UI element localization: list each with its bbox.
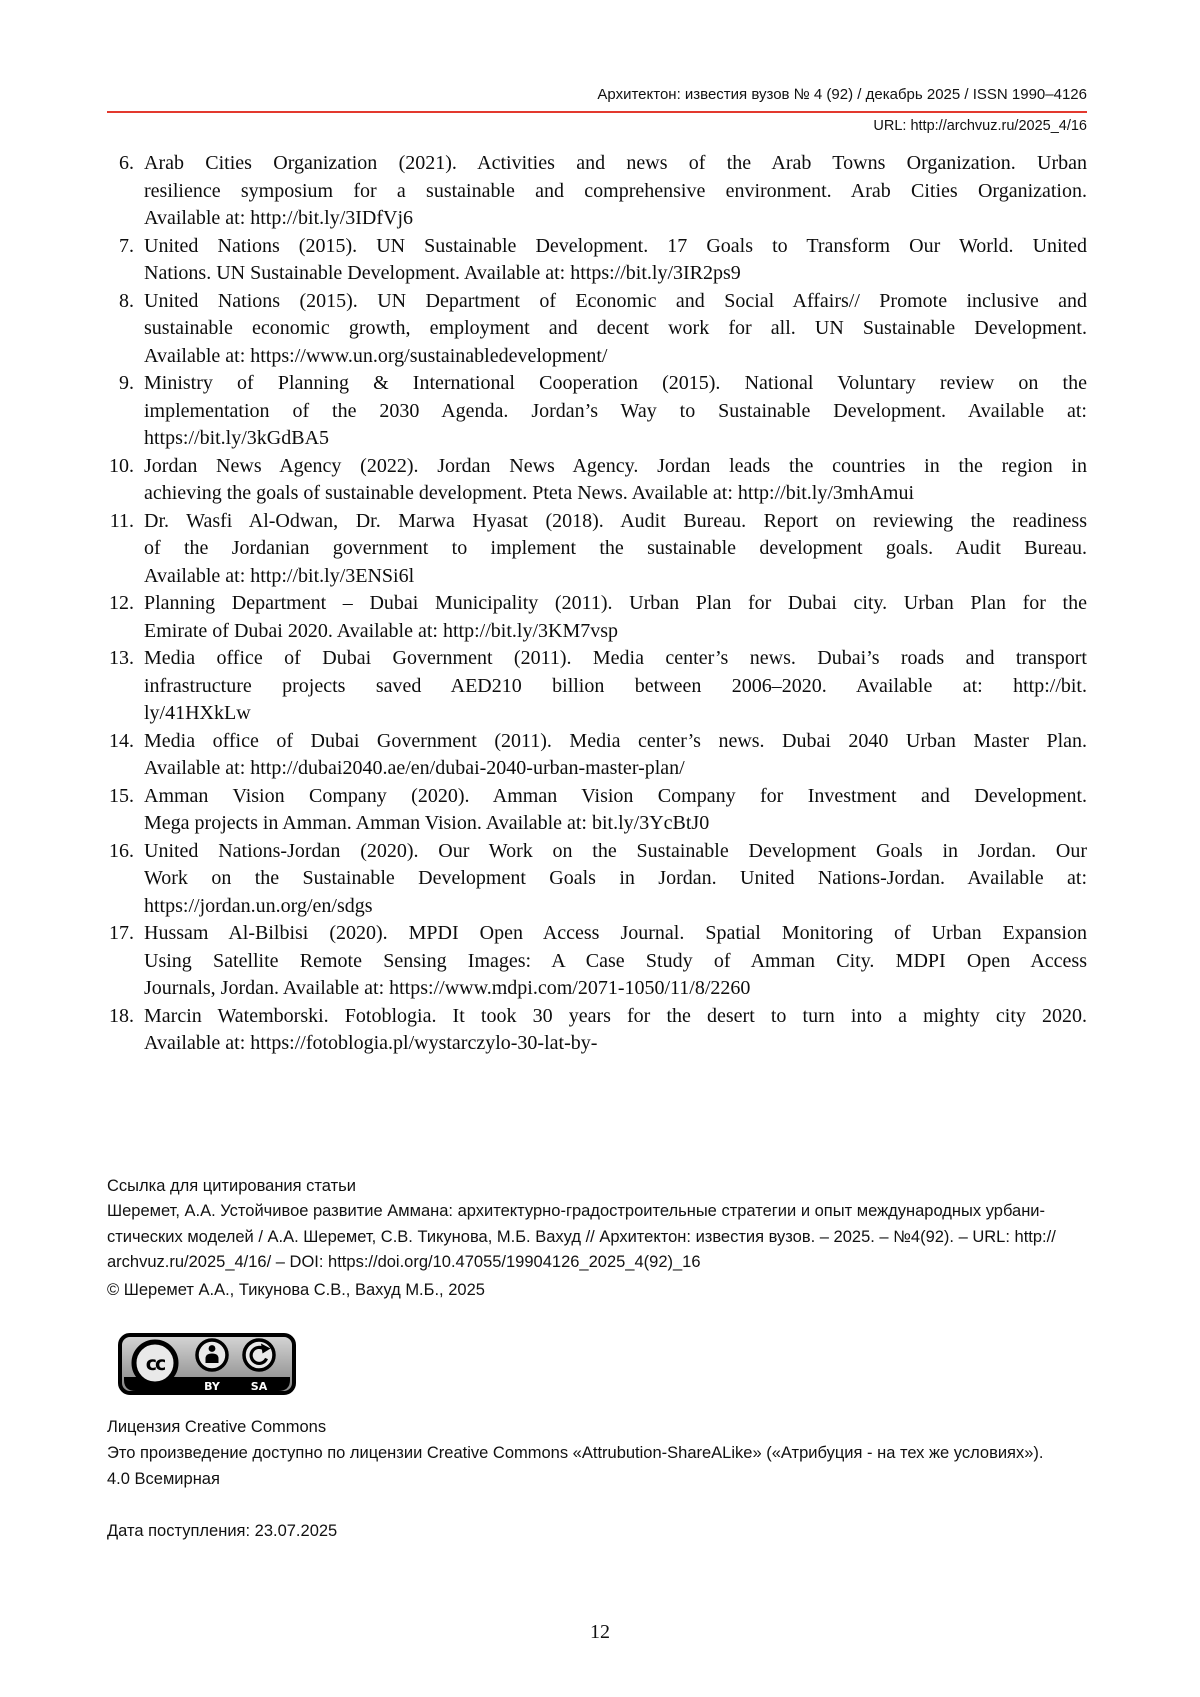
reference-text-line: Emirate of Dubai 2020. Available at: http://bit.ly/3KM7vsp: [144, 619, 619, 642]
reference-item: [107, 645, 1087, 728]
reference-item: [107, 920, 1087, 1003]
reference-text-line: implementation of the 2030 Agenda. Jordan’s Way to Sustainable Development. Available at:: [144, 399, 1087, 422]
by-label: BY: [204, 1380, 220, 1393]
reference-number: 9.: [119, 372, 134, 394]
license-title: Лицензия Creative Commons: [107, 1418, 327, 1436]
reference-text-line: Work on the Sustainable Development Goals in Jordan. United Nations-Jordan. Available at:: [144, 867, 1087, 889]
reference-text-line: resilience symposium for a sustainable and comprehensive environment. Arab Cities Organization.: [144, 179, 1087, 202]
reference-number: 15.: [109, 784, 134, 807]
reference-text-line: Available at: https://fotoblogia.pl/wystarczylo-30-lat-by-: [144, 1032, 598, 1054]
reference-item: [107, 783, 1087, 838]
reference-item: [107, 838, 1087, 921]
copyright-line: © Шеремет А.А., Тикунова С.В., Вахуд М.Б., 2025: [107, 1281, 485, 1299]
reference-text-line: Amman Vision Company (2020). Amman Vision Company for Investment and Development.: [144, 784, 1087, 807]
cc-icon: [134, 1342, 176, 1384]
reference-item: [107, 728, 1087, 783]
citation-block: [107, 1174, 1127, 1275]
text-line: 4.0 Всемирная: [107, 1470, 220, 1488]
page-number: 12: [590, 1621, 610, 1643]
reference-item: [107, 453, 1087, 508]
by-person-icon: [197, 1340, 227, 1370]
reference-text-line: Mega projects in Amman. Amman Vision. Available at: bit.ly/3YcBtJ0: [144, 812, 710, 834]
reference-number: 13.: [109, 647, 134, 669]
references-list: [107, 150, 1087, 1058]
reference-number: 8.: [119, 289, 134, 312]
reference-item: [107, 150, 1087, 233]
reference-number: 6.: [119, 152, 134, 174]
license-block: [107, 1414, 1127, 1492]
reference-item: [107, 370, 1087, 453]
reference-text-line: Hussam Al-Bilbisi (2020). MPDI Open Access Journal. Spatial Monitoring of Urban Expansion: [144, 922, 1087, 944]
sa-label: SA: [250, 1380, 268, 1393]
reference-text-line: Ministry of Planning & International Cooperation (2015). National Voluntary review on the: [144, 372, 1087, 394]
reference-text-line: sustainable economic growth, employment and decent work for all. UN Sustainable Development.: [144, 317, 1087, 339]
page-header: [107, 86, 1087, 135]
citation-lines: [107, 1199, 1127, 1275]
reference-item: [107, 590, 1087, 645]
reference-number: 11.: [109, 509, 134, 532]
cc-by-sa-badge: [118, 1333, 296, 1395]
reference-text-line: Planning Department – Dubai Municipality (2011). Urban Plan for Dubai city. Urban Plan for the: [144, 592, 1087, 614]
reference-text-line: United Nations-Jordan (2020). Our Work on the Sustainable Development Goals in Jordan. Our: [144, 839, 1087, 862]
received-date-line: Дата поступления: 23.07.2025: [107, 1522, 338, 1540]
reference-text-line: ly/41HXkLw: [144, 702, 251, 724]
reference-text-line: Available at: http://bit.ly/3ENSi6l: [144, 564, 415, 587]
reference-text-line: Available at: http://bit.ly/3IDfVj6: [144, 207, 414, 229]
reference-text-line: Nations. UN Sustainable Development. Available at: https://bit.ly/3IR2ps9: [144, 262, 741, 284]
reference-text-line: Dr. Wasfi Al-Odwan, Dr. Marwa Hyasat (2018). Audit Bureau. Report on reviewing the readiness: [144, 509, 1087, 532]
reference-number: 16.: [109, 839, 134, 862]
reference-text-line: Journals, Jordan. Available at: https://www.mdpi.com/2071-1050/11/8/2260: [144, 977, 751, 999]
text-line: Это произведение доступно по лицензии Creative Commons «Attrubution-ShareALike» («Атрибуция - на тех же условиях»).: [107, 1444, 1044, 1462]
reference-text-line: of the Jordanian government to implement the sustainable development goals. Audit Bureau.: [144, 537, 1087, 559]
reference-item: [107, 508, 1087, 591]
reference-text-line: Arab Cities Organization (2021). Activities and news of the Arab Towns Organization. Urban: [144, 152, 1087, 174]
reference-number: 10.: [109, 454, 134, 477]
reference-text-line: Jordan News Agency (2022). Jordan News Agency. Jordan leads the countries in the region in: [144, 454, 1087, 477]
reference-text-line: United Nations (2015). UN Department of Economic and Social Affairs// Promote inclusive and: [144, 289, 1087, 312]
article-url-line: URL: http://archvuz.ru/2025_4/16: [873, 118, 1087, 134]
text-line: стических моделей / А.А. Шеремет, С.В. Тикунова, М.Б. Вахуд // Архитектон: известия вузов. – 2025. – №4(92). – URL: http://: [107, 1227, 1056, 1246]
cc-by-sa-badge-svg: [118, 1333, 296, 1395]
reference-number: 17.: [109, 922, 134, 944]
reference-number: 7.: [119, 234, 134, 257]
text-line: Шеремет, А.А. Устойчивое развитие Аммана: архитектурно-градостроительные стратегии и опыт международных урбани-: [107, 1202, 1046, 1221]
license-lines: [107, 1440, 1127, 1492]
reference-item: [107, 1003, 1087, 1058]
reference-number: 12.: [109, 592, 134, 614]
journal-issue-line: Архитектон: известия вузов № 4 (92) / декабрь 2025 / ISSN 1990–4126: [597, 86, 1087, 103]
reference-text-line: achieving the goals of sustainable development. Pteta News. Available at: http://bit.ly/3mhAmui: [144, 482, 915, 504]
reference-number: 14.: [109, 729, 134, 752]
reference-text-line: https://bit.ly/3kGdBA5: [144, 427, 330, 449]
reference-text-line: Available at: https://www.un.org/sustainabledevelopment/: [144, 344, 608, 367]
svg-text:cc: cc: [145, 1353, 165, 1375]
reference-text-line: infrastructure projects saved AED210 billion between 2006–2020. Available at: http://bit.: [144, 674, 1087, 697]
reference-text-line: Using Satellite Remote Sensing Images: A Case Study of Amman City. MDPI Open Access: [144, 949, 1087, 972]
reference-item: [107, 233, 1087, 288]
text-line: archvuz.ru/2025_4/16/ – DOI: https://doi.org/10.47055/19904126_2025_4(92)_16: [107, 1252, 701, 1271]
citation-label: Ссылка для цитирования статьи: [107, 1177, 356, 1195]
reference-text-line: https://jordan.un.org/en/sdgs: [144, 894, 373, 917]
reference-text-line: Marcin Watemborski. Fotoblogia. It took 30 years for the desert to turn into a mighty city 2020.: [144, 1004, 1087, 1027]
reference-text-line: Available at: http://dubai2040.ae/en/dubai-2040-urban-master-plan/: [144, 757, 685, 779]
reference-text-line: Media office of Dubai Government (2011). Media center’s news. Dubai 2040 Urban Master Plan.: [144, 729, 1087, 752]
header-rule: [107, 111, 1087, 113]
reference-item: [107, 288, 1087, 371]
reference-number: 18.: [109, 1004, 134, 1027]
reference-text-line: Media office of Dubai Government (2011). Media center’s news. Dubai’s roads and transport: [144, 647, 1087, 669]
reference-text-line: United Nations (2015). UN Sustainable Development. 17 Goals to Transform Our World. United: [144, 234, 1087, 257]
sa-arrow-icon: [244, 1340, 274, 1370]
